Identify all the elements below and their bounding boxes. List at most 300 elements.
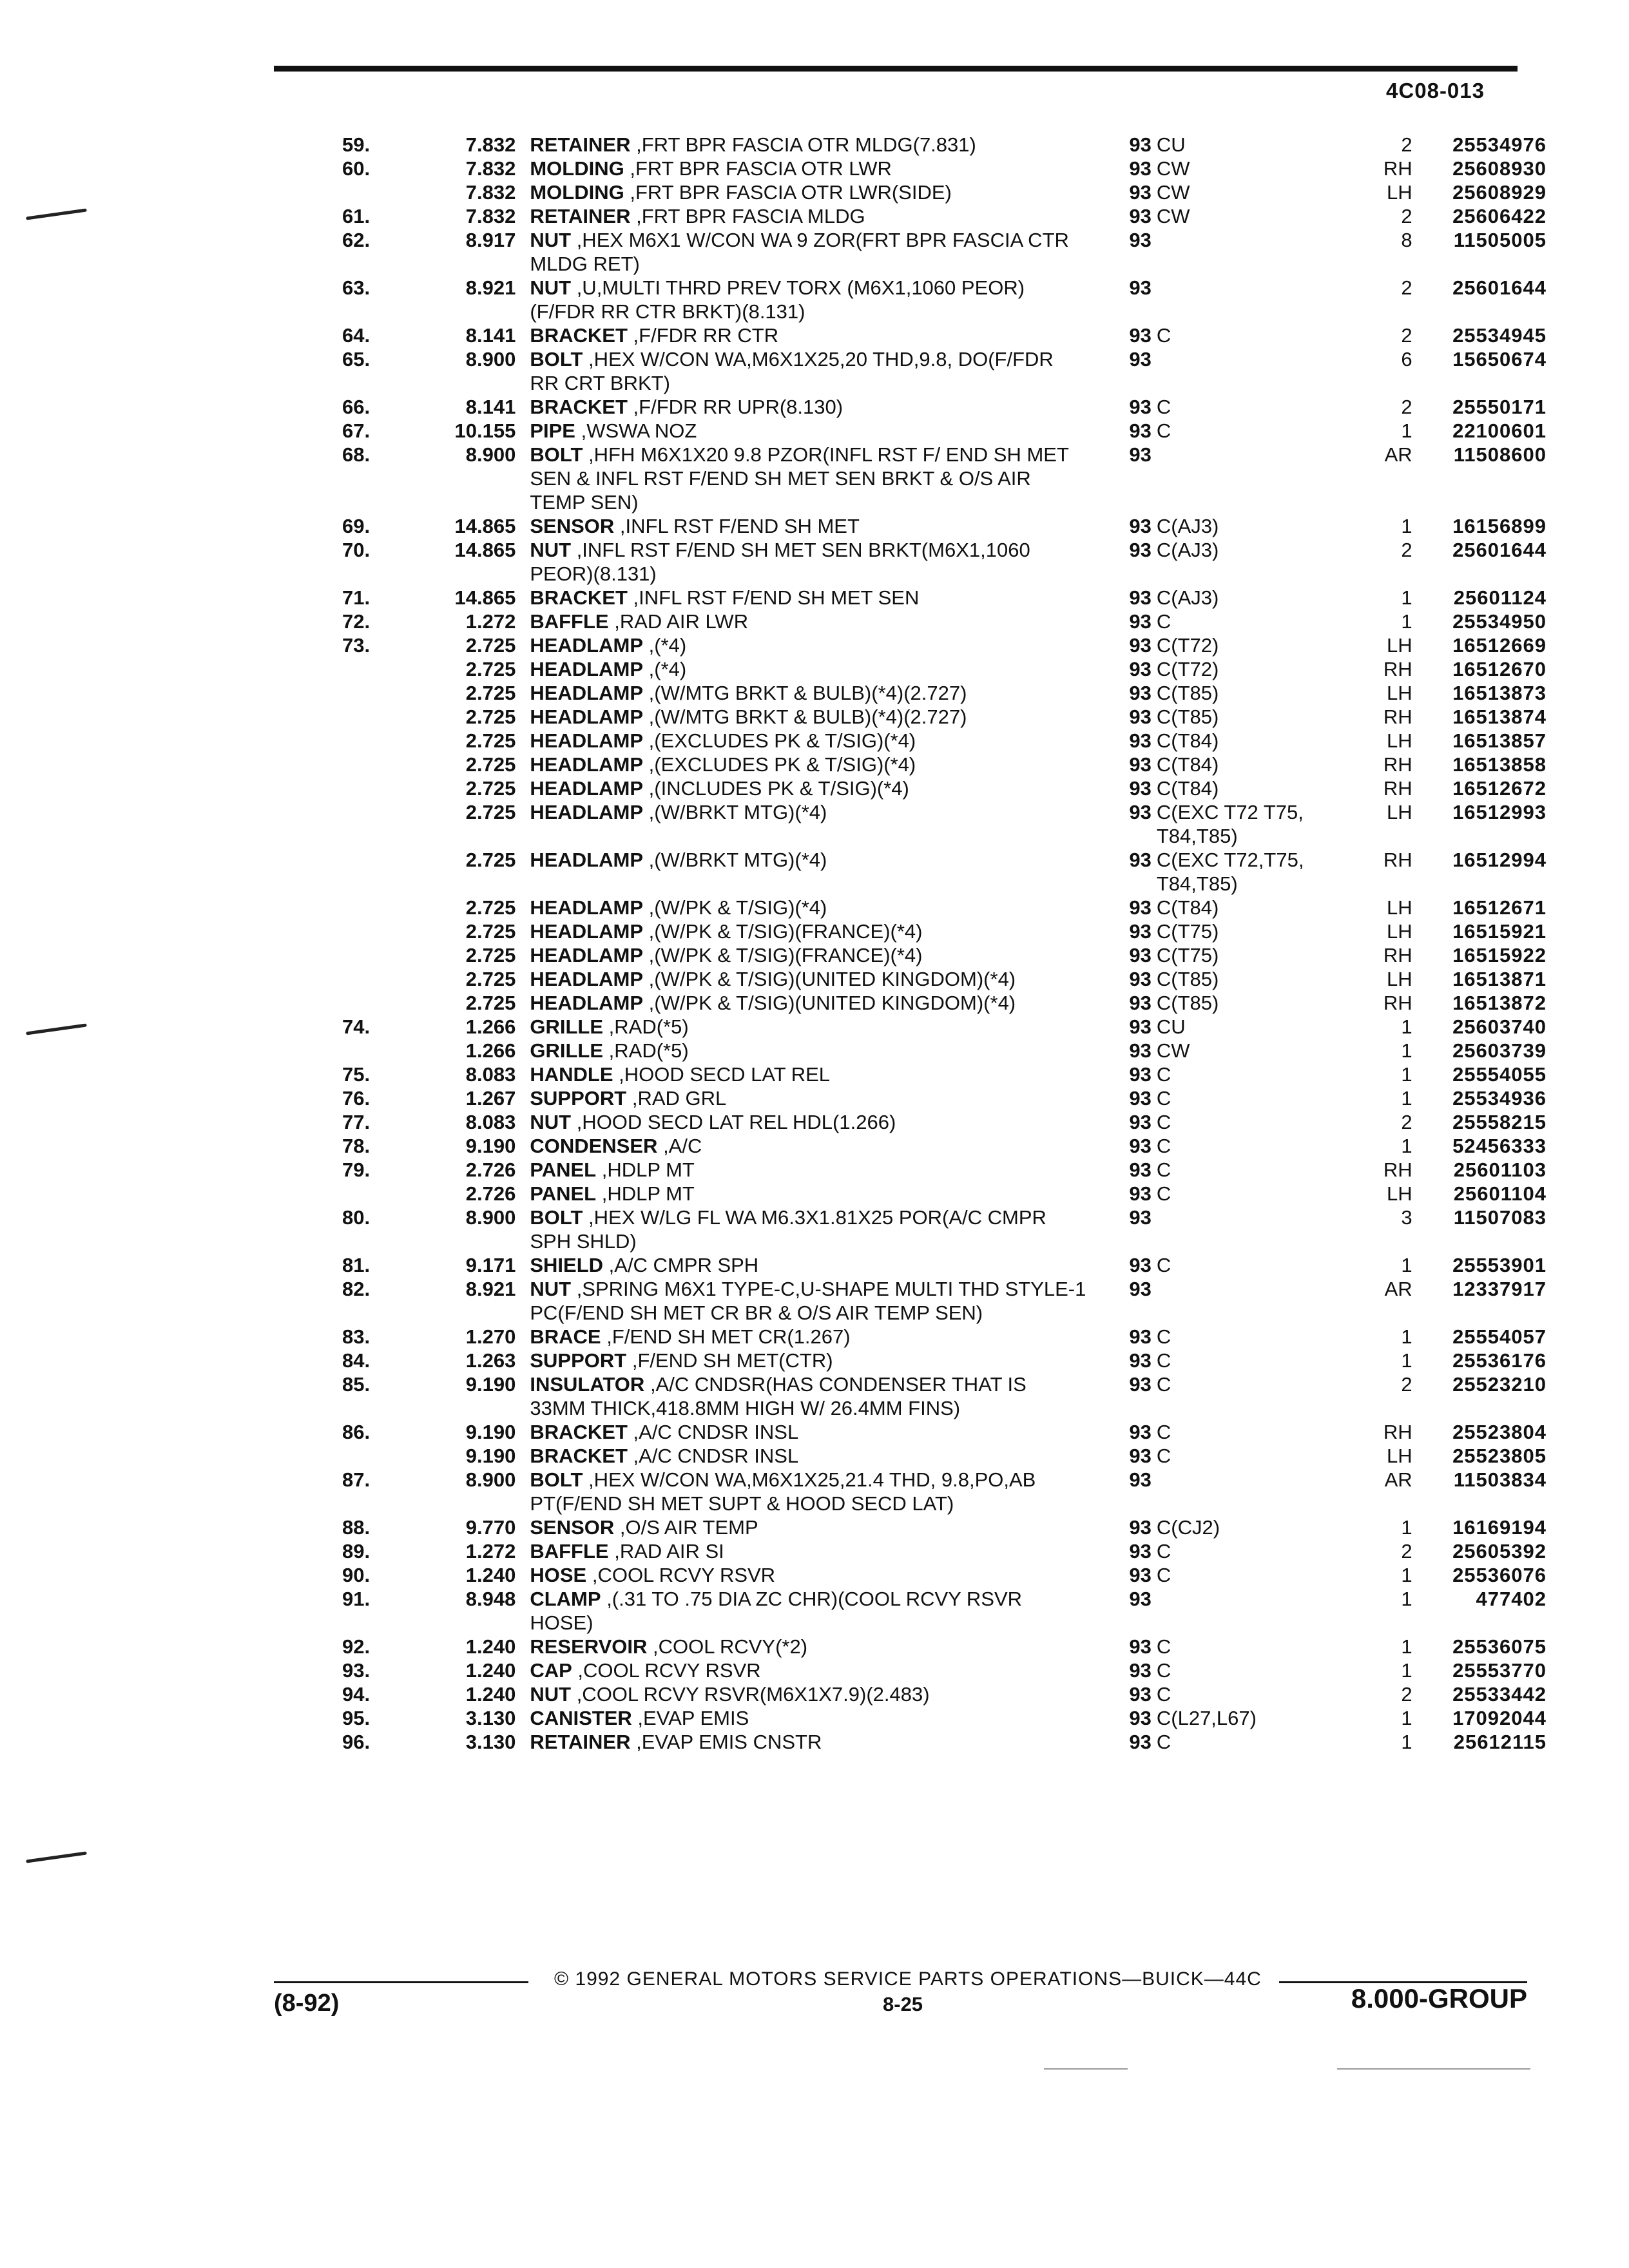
- usage-code: C: [1156, 1325, 1171, 1348]
- part-name: BOLT: [530, 443, 583, 466]
- part-number: 16513874: [1452, 706, 1547, 728]
- usage-code: C(T85): [1156, 706, 1219, 728]
- item-number: 90.: [342, 1564, 371, 1586]
- quantity: RH: [1383, 706, 1412, 728]
- group-number: 2.725: [465, 706, 516, 728]
- part-number: 16515921: [1452, 920, 1547, 943]
- usage-code: C: [1156, 1731, 1171, 1753]
- usage-code: C(T85): [1156, 968, 1219, 990]
- model-year: 93: [1129, 1278, 1152, 1300]
- part-detail: ,F/END SH MET(CTR): [631, 1349, 833, 1372]
- model-year: 93: [1129, 1087, 1152, 1110]
- part-row: [303, 1062, 1547, 1086]
- part-row: [303, 204, 1547, 228]
- quantity: 1: [1401, 610, 1412, 633]
- part-row: [303, 157, 1547, 180]
- item-number: 68.: [342, 443, 371, 466]
- usage-code: C(T84): [1156, 729, 1219, 752]
- usage-code: C: [1156, 324, 1171, 347]
- part-name: BAFFLE: [530, 610, 609, 633]
- part-row: [303, 395, 1547, 419]
- model-year: 93: [1129, 205, 1152, 227]
- part-detail: ,RAD AIR SI: [614, 1540, 724, 1562]
- model-year: 93: [1129, 1206, 1152, 1229]
- part-row: [303, 633, 1547, 657]
- group-number: 8.921: [465, 1278, 516, 1300]
- part-number: 25601104: [1453, 1182, 1547, 1205]
- part-row: [303, 1325, 1547, 1349]
- part-row: [303, 919, 1547, 943]
- part-detail: ,SPRING M6X1 TYPE-C,U-SHAPE MULTI THD STYLE-1 PC(F/END SH MET CR BR & O/S AIR TEMP SEN): [530, 1278, 1086, 1324]
- part-description: [530, 419, 1086, 443]
- part-number: 25605392: [1452, 1540, 1547, 1562]
- part-description: [530, 1325, 1086, 1349]
- group-number: 1.272: [465, 1540, 516, 1562]
- part-row: [303, 1349, 1547, 1372]
- quantity: 8: [1401, 229, 1412, 251]
- part-detail: ,(W/PK & T/SIG)(FRANCE)(*4): [648, 920, 923, 943]
- scan-mark: [1337, 2068, 1530, 2070]
- usage-code: C: [1156, 1087, 1171, 1110]
- model-year: 93: [1129, 1182, 1152, 1205]
- item-number: 93.: [342, 1659, 371, 1682]
- part-description: [530, 967, 1086, 991]
- usage-code: C: [1156, 1421, 1171, 1443]
- part-number: 11508600: [1453, 443, 1547, 466]
- part-row: [303, 967, 1547, 991]
- quantity: 1: [1401, 515, 1412, 537]
- model-year: 93: [1129, 849, 1152, 871]
- part-detail: ,A/C CNDSR INSL: [633, 1445, 799, 1467]
- part-row: [303, 1039, 1547, 1062]
- quantity: LH: [1387, 634, 1412, 657]
- part-detail: ,(EXCLUDES PK & T/SIG)(*4): [648, 729, 916, 752]
- part-detail: ,A/C CNDSR(HAS CONDENSER THAT IS 33MM THICK,418.8MM HIGH W/ 26.4MM FINS): [530, 1373, 1027, 1419]
- quantity: RH: [1383, 1421, 1412, 1443]
- part-number: 16512993: [1452, 801, 1547, 823]
- part-description: [530, 919, 1086, 943]
- part-name: HEADLAMP: [530, 849, 644, 871]
- part-row: [303, 1587, 1547, 1635]
- part-detail: ,(W/MTG BRKT & BULB)(*4)(2.727): [648, 706, 967, 728]
- usage-code: C: [1156, 1683, 1171, 1706]
- scan-mark: [1044, 2068, 1128, 2070]
- part-description: [530, 610, 1086, 633]
- item-number: 61.: [342, 205, 371, 227]
- part-number: 16156899: [1452, 515, 1547, 537]
- quantity: 1: [1401, 1707, 1412, 1729]
- part-row: [303, 943, 1547, 967]
- item-number: 70.: [342, 539, 371, 561]
- part-row: [303, 276, 1547, 323]
- part-name: RESERVOIR: [530, 1635, 648, 1658]
- part-detail: ,HEX W/CON WA,M6X1X25,20 THD,9.8, DO(F/FDR RR CRT BRKT): [530, 348, 1054, 394]
- part-detail: ,RAD(*5): [608, 1039, 689, 1062]
- quantity: RH: [1383, 849, 1412, 871]
- group-number: 8.948: [465, 1588, 516, 1610]
- quantity: 1: [1401, 1015, 1412, 1038]
- part-name: CLAMP: [530, 1588, 601, 1610]
- part-description: [530, 1539, 1086, 1563]
- part-number: 25554057: [1452, 1325, 1547, 1348]
- model-year: 93: [1129, 324, 1152, 347]
- part-number: 25553770: [1452, 1659, 1547, 1682]
- group-number: 1.270: [465, 1325, 516, 1348]
- part-description: [530, 1706, 1086, 1730]
- part-name: NUT: [530, 1683, 572, 1706]
- part-number: 25534950: [1452, 610, 1547, 633]
- model-year: 93: [1129, 1039, 1152, 1062]
- part-name: SENSOR: [530, 515, 615, 537]
- part-detail: ,(W/PK & T/SIG)(UNITED KINGDOM)(*4): [648, 992, 1016, 1014]
- part-detail: ,HEX M6X1 W/CON WA 9 ZOR(FRT BPR FASCIA CTR MLDG RET): [530, 229, 1069, 275]
- part-detail: ,EVAP EMIS: [637, 1707, 749, 1729]
- part-row: [303, 586, 1547, 610]
- model-year: 93: [1129, 753, 1152, 776]
- part-detail: ,F/END SH MET CR(1.267): [606, 1325, 851, 1348]
- usage-code: C: [1156, 1063, 1171, 1086]
- part-description: [530, 776, 1086, 800]
- model-year: 93: [1129, 1731, 1152, 1753]
- part-name: INSULATOR: [530, 1373, 645, 1396]
- model-year: 93: [1129, 1135, 1152, 1157]
- part-detail: ,FRT BPR FASCIA OTR MLDG(7.831): [636, 133, 976, 156]
- item-number: 84.: [342, 1349, 371, 1372]
- usage-code: C(T85): [1156, 992, 1219, 1014]
- usage-code: C: [1156, 396, 1171, 418]
- part-number: 25534976: [1452, 133, 1547, 156]
- part-number: 16512994: [1452, 849, 1547, 871]
- item-number: 60.: [342, 157, 371, 180]
- part-number: 16512670: [1452, 658, 1547, 680]
- quantity: RH: [1383, 944, 1412, 966]
- part-description: [530, 753, 1086, 776]
- part-detail: ,COOL RCVY(*2): [653, 1635, 808, 1658]
- part-detail: ,(W/PK & T/SIG)(FRANCE)(*4): [648, 944, 923, 966]
- group-number: 8.917: [465, 229, 516, 251]
- quantity: 1: [1401, 1516, 1412, 1539]
- item-number: 62.: [342, 229, 371, 251]
- item-number: 87.: [342, 1468, 371, 1491]
- model-year: 93: [1129, 157, 1152, 180]
- usage-code: C(T84): [1156, 896, 1219, 919]
- part-row: [303, 896, 1547, 919]
- usage-code: CU: [1156, 1015, 1186, 1038]
- part-number: 16512672: [1452, 777, 1547, 800]
- part-number: 25606422: [1452, 205, 1547, 227]
- group-number: 14.865: [454, 515, 516, 537]
- part-name: RETAINER: [530, 205, 631, 227]
- part-description: [530, 1015, 1086, 1039]
- part-detail: ,FRT BPR FASCIA MLDG: [636, 205, 865, 227]
- part-number: 25601644: [1452, 539, 1547, 561]
- model-year: 93: [1129, 658, 1152, 680]
- part-name: BOLT: [530, 1468, 583, 1491]
- usage-code: C: [1156, 1445, 1171, 1467]
- model-year: 93: [1129, 586, 1152, 609]
- usage-code: C(T72): [1156, 634, 1219, 657]
- usage-code: C(T84): [1156, 753, 1219, 776]
- part-detail: ,HFH M6X1X20 9.8 PZOR(INFL RST F/ END SH MET SEN & INFL RST F/END SH MET SEN BRKT & O/S AIR TEMP SEN): [530, 443, 1069, 514]
- part-row: [303, 1682, 1547, 1706]
- quantity: RH: [1383, 992, 1412, 1014]
- part-name: NUT: [530, 539, 572, 561]
- usage-code: C(T85): [1156, 682, 1219, 704]
- item-number: 95.: [342, 1707, 371, 1729]
- part-row: [303, 347, 1547, 395]
- usage-code: CU: [1156, 133, 1186, 156]
- part-row: [303, 1706, 1547, 1730]
- part-name: SUPPORT: [530, 1087, 627, 1110]
- part-detail: ,F/FDR RR CTR: [633, 324, 779, 347]
- group-number: 2.726: [465, 1158, 516, 1181]
- part-description: [530, 204, 1086, 228]
- part-name: SHIELD: [530, 1254, 604, 1276]
- item-number: 85.: [342, 1373, 371, 1396]
- quantity: LH: [1387, 682, 1412, 704]
- usage-code: C(T75): [1156, 920, 1219, 943]
- part-description: [530, 1515, 1086, 1539]
- part-description: [530, 848, 1086, 872]
- part-detail: ,O/S AIR TEMP: [619, 1516, 758, 1539]
- item-number: 86.: [342, 1421, 371, 1443]
- item-number: 80.: [342, 1206, 371, 1229]
- part-row: [303, 848, 1547, 896]
- part-row: [303, 1158, 1547, 1182]
- part-number: 25536075: [1452, 1635, 1547, 1658]
- usage-code: C(T75): [1156, 944, 1219, 966]
- model-year: 93: [1129, 1588, 1152, 1610]
- part-detail: ,(W/BRKT MTG)(*4): [648, 849, 827, 871]
- quantity: 1: [1401, 1635, 1412, 1658]
- part-row: [303, 443, 1547, 514]
- quantity: 1: [1401, 1087, 1412, 1110]
- part-description: [530, 1587, 1086, 1635]
- group-number: 2.725: [465, 992, 516, 1014]
- model-year: 93: [1129, 539, 1152, 561]
- part-name: PIPE: [530, 419, 575, 442]
- part-name: BRACKET: [530, 396, 628, 418]
- part-detail: ,FRT BPR FASCIA OTR LWR: [630, 157, 892, 180]
- model-year: 93: [1129, 1540, 1152, 1562]
- usage-code: C(AJ3): [1156, 539, 1219, 561]
- part-name: BAFFLE: [530, 1540, 609, 1562]
- part-detail: ,HDLP MT: [601, 1182, 695, 1205]
- part-detail: ,(W/BRKT MTG)(*4): [648, 801, 827, 823]
- header-rule: [274, 66, 1518, 72]
- model-year: 93: [1129, 1683, 1152, 1706]
- usage-code: C: [1156, 1111, 1171, 1133]
- group-number: 3.130: [465, 1731, 516, 1753]
- item-number: 77.: [342, 1111, 371, 1133]
- part-detail: ,EVAP EMIS CNSTR: [636, 1731, 822, 1753]
- group-number: 2.725: [465, 658, 516, 680]
- model-year: 93: [1129, 1063, 1152, 1086]
- item-number: 83.: [342, 1325, 371, 1348]
- footer-copyright: © 1992 GENERAL MOTORS SERVICE PARTS OPERATIONS—BUICK—44C: [554, 1968, 1262, 1990]
- group-number: 2.725: [465, 896, 516, 919]
- model-year: 93: [1129, 1445, 1152, 1467]
- part-number: 16515922: [1452, 944, 1547, 966]
- part-row: [303, 133, 1547, 157]
- part-number: 25533442: [1452, 1683, 1547, 1706]
- part-description: [530, 705, 1086, 729]
- usage-code: C: [1156, 1373, 1171, 1396]
- part-number: 11503834: [1453, 1468, 1547, 1491]
- part-detail: ,RAD GRL: [631, 1087, 727, 1110]
- quantity: LH: [1387, 896, 1412, 919]
- quantity: 2: [1401, 396, 1412, 418]
- group-number: 2.725: [465, 777, 516, 800]
- part-description: [530, 1372, 1086, 1420]
- quantity: 2: [1401, 1683, 1412, 1706]
- part-number: 25523805: [1452, 1445, 1547, 1467]
- part-description: [530, 943, 1086, 967]
- group-number: 2.725: [465, 753, 516, 776]
- item-number: 74.: [342, 1015, 371, 1038]
- group-number: 8.141: [465, 324, 516, 347]
- part-description: [530, 1253, 1086, 1277]
- item-number: 78.: [342, 1135, 371, 1157]
- part-description: [530, 538, 1086, 586]
- part-row: [303, 228, 1547, 276]
- item-number: 82.: [342, 1278, 371, 1300]
- group-number: 2.726: [465, 1182, 516, 1205]
- quantity: RH: [1383, 1158, 1412, 1181]
- usage-code: CW: [1156, 157, 1190, 180]
- usage-code: C: [1156, 419, 1171, 442]
- part-detail: ,(W/PK & T/SIG)(*4): [648, 896, 827, 919]
- model-year: 93: [1129, 1015, 1152, 1038]
- part-row: [303, 681, 1547, 705]
- item-number: 67.: [342, 419, 371, 442]
- part-name: HANDLE: [530, 1063, 613, 1086]
- model-year: 93: [1129, 229, 1152, 251]
- part-detail: ,COOL RCVY RSVR: [577, 1659, 761, 1682]
- part-number: 25608930: [1452, 157, 1547, 180]
- part-name: HEADLAMP: [530, 729, 644, 752]
- part-row: [303, 419, 1547, 443]
- quantity: 1: [1401, 1731, 1412, 1753]
- part-row: [303, 1086, 1547, 1110]
- group-number: 8.083: [465, 1111, 516, 1133]
- part-detail: ,U,MULTI THRD PREV TORX (M6X1,1060 PEOR)(F/FDR RR CTR BRKT)(8.131): [530, 276, 1025, 323]
- part-description: [530, 347, 1086, 395]
- quantity: LH: [1387, 729, 1412, 752]
- item-number: 76.: [342, 1087, 371, 1110]
- part-detail: ,INFL RST F/END SH MET SEN BRKT(M6X1,1060 PEOR)(8.131): [530, 539, 1030, 585]
- part-detail: ,WSWA NOZ: [581, 419, 697, 442]
- part-description: [530, 657, 1086, 681]
- group-number: 1.267: [465, 1087, 516, 1110]
- part-description: [530, 1110, 1086, 1134]
- model-year: 93: [1129, 992, 1152, 1014]
- part-number: 16513872: [1452, 992, 1547, 1014]
- part-description: [530, 1134, 1086, 1158]
- usage-code: C(AJ3): [1156, 515, 1219, 537]
- group-number: 9.190: [465, 1373, 516, 1396]
- part-description: [530, 1563, 1086, 1587]
- item-number: 59.: [342, 133, 371, 156]
- model-year: 93: [1129, 133, 1152, 156]
- document-code: 4C08-013: [1386, 79, 1485, 102]
- item-number: 88.: [342, 1516, 371, 1539]
- part-row: [303, 323, 1547, 347]
- quantity: 2: [1401, 276, 1412, 299]
- item-number: 92.: [342, 1635, 371, 1658]
- part-number: 25523210: [1452, 1373, 1547, 1396]
- part-description: [530, 157, 1086, 180]
- part-description: [530, 180, 1086, 204]
- item-number: 81.: [342, 1254, 371, 1276]
- model-year: 93: [1129, 968, 1152, 990]
- part-number: 11507083: [1453, 1206, 1547, 1229]
- usage-code: C: [1156, 1635, 1171, 1658]
- part-row: [303, 180, 1547, 204]
- group-number: 1.266: [465, 1039, 516, 1062]
- part-description: [530, 1682, 1086, 1706]
- item-number: 64.: [342, 324, 371, 347]
- part-detail: ,A/C: [663, 1135, 702, 1157]
- quantity: LH: [1387, 181, 1412, 204]
- part-row: [303, 776, 1547, 800]
- quantity: 2: [1401, 539, 1412, 561]
- part-number: 15650674: [1452, 348, 1547, 370]
- quantity: 2: [1401, 324, 1412, 347]
- part-detail: ,A/C CMPR SPH: [608, 1254, 759, 1276]
- part-name: HEADLAMP: [530, 920, 644, 943]
- part-name: GRILLE: [530, 1039, 604, 1062]
- part-description: [530, 1039, 1086, 1062]
- quantity: AR: [1384, 1468, 1412, 1491]
- model-year: 93: [1129, 682, 1152, 704]
- part-description: [530, 1277, 1086, 1325]
- quantity: 1: [1401, 586, 1412, 609]
- quantity: 3: [1401, 1206, 1412, 1229]
- model-year: 93: [1129, 348, 1152, 370]
- model-year: 93: [1129, 515, 1152, 537]
- item-number: 89.: [342, 1540, 371, 1562]
- model-year: 93: [1129, 1564, 1152, 1586]
- model-year: 93: [1129, 276, 1152, 299]
- part-description: [530, 1349, 1086, 1372]
- group-number: 8.083: [465, 1063, 516, 1086]
- quantity: RH: [1383, 658, 1412, 680]
- quantity: 1: [1401, 1659, 1412, 1682]
- quantity: 2: [1401, 1111, 1412, 1133]
- part-detail: ,RAD(*5): [608, 1015, 689, 1038]
- part-number: 22100601: [1452, 419, 1547, 442]
- part-row: [303, 800, 1547, 848]
- part-name: HEADLAMP: [530, 968, 644, 990]
- part-number: 12337917: [1452, 1278, 1547, 1300]
- part-description: [530, 1086, 1086, 1110]
- item-number: 75.: [342, 1063, 371, 1086]
- group-number: 1.272: [465, 610, 516, 633]
- part-number: 52456333: [1452, 1135, 1547, 1157]
- model-year: 93: [1129, 1421, 1152, 1443]
- part-row: [303, 1277, 1547, 1325]
- item-number: 73.: [342, 634, 371, 657]
- quantity: 1: [1401, 1588, 1412, 1610]
- part-number: 477402: [1476, 1588, 1547, 1610]
- usage-code: CW: [1156, 205, 1190, 227]
- part-name: BRACKET: [530, 1421, 628, 1443]
- item-number: 65.: [342, 348, 371, 370]
- group-number: 7.832: [465, 205, 516, 227]
- quantity: LH: [1387, 1445, 1412, 1467]
- model-year: 93: [1129, 920, 1152, 943]
